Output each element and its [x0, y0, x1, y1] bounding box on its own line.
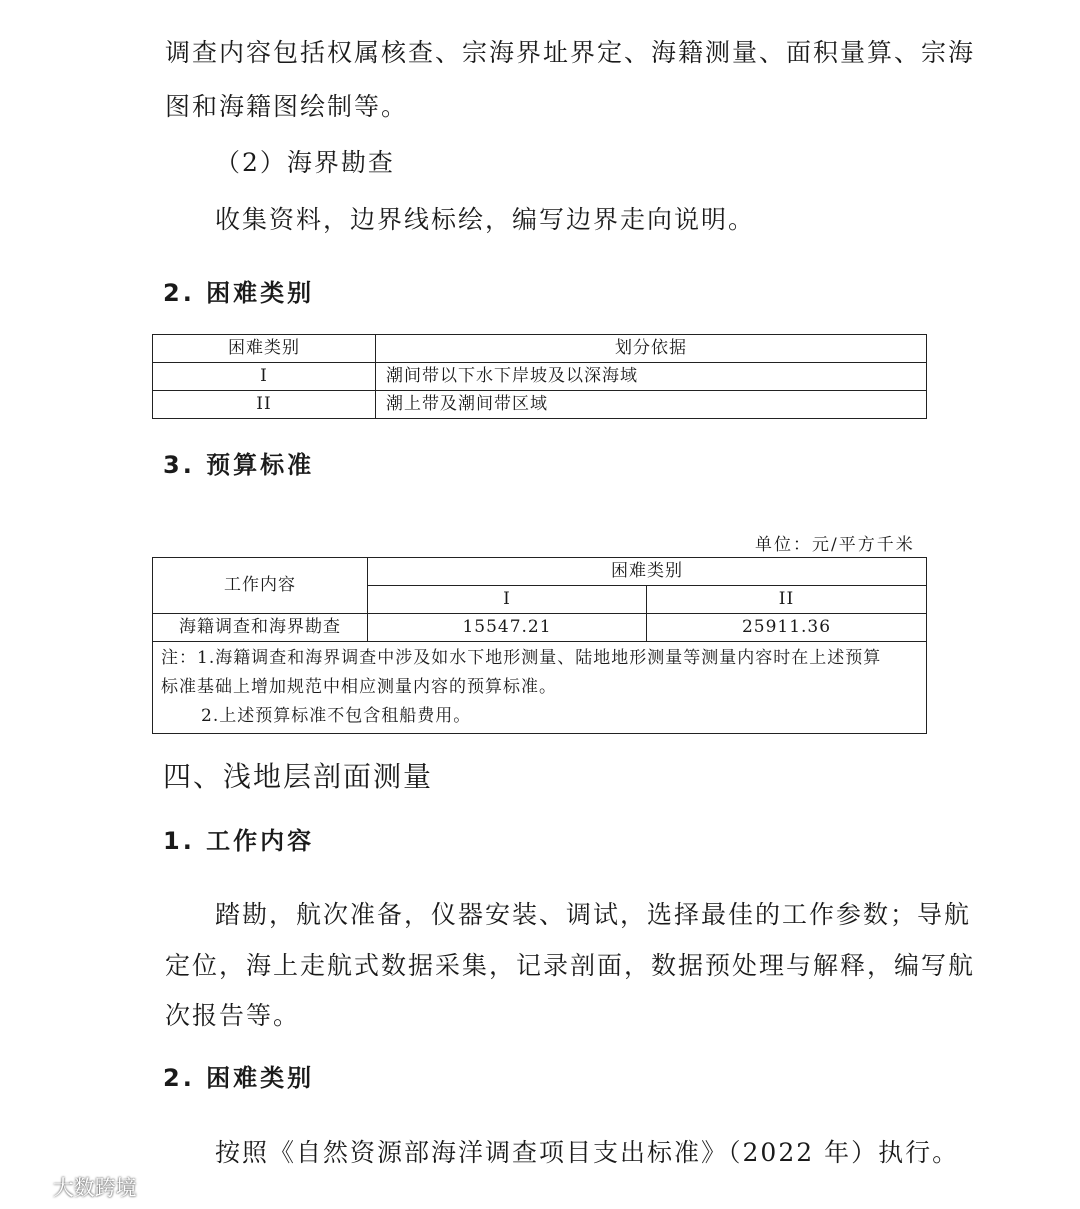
paragraph-line: 收集资料，边界线标绘，编写边界走向说明。 — [215, 205, 756, 234]
table-cell: 海籍调查和海界勘查 — [153, 614, 368, 642]
section-heading: 1. 工作内容 — [163, 827, 315, 855]
table-note — [153, 642, 927, 734]
table-cell: II — [153, 391, 376, 419]
budget-table — [152, 557, 927, 734]
table-header-cell: 困难类别 — [368, 558, 927, 586]
difficulty-table — [152, 334, 927, 419]
unit-label: 单位：元/平方千米 — [755, 535, 915, 555]
paragraph-line: 调查内容包括权属核查、宗海界址界定、海籍测量、面积量算、宗海 — [165, 38, 976, 67]
watermark-logo-icon — [10, 1176, 46, 1198]
table-header-cell: 困难类别 — [153, 335, 376, 363]
paragraph-line: 按照《自然资源部海洋调查项目支出标准》（2022 年）执行。 — [215, 1138, 960, 1167]
table-row — [153, 614, 927, 642]
note-line: 2.上述预算标准不包含租船费用。 — [201, 706, 472, 726]
table-header-cell: II — [647, 586, 927, 614]
watermark-text: 大数跨境 — [52, 1176, 137, 1200]
paragraph-line: 图和海籍图绘制等。 — [165, 92, 409, 121]
table-header-cell: I — [368, 586, 647, 614]
chapter-heading: 四、浅地层剖面测量 — [163, 760, 434, 793]
subsection-title: （2）海界勘查 — [215, 148, 395, 177]
table-header-row — [153, 558, 927, 586]
paragraph-line: 定位，海上走航式数据采集，记录剖面，数据预处理与解释，编写航 — [165, 951, 976, 980]
note-line: 标准基础上增加规范中相应测量内容的预算标准。 — [161, 677, 557, 697]
table-header-cell: 划分依据 — [376, 335, 927, 363]
table-row — [153, 363, 927, 391]
section-heading: 2. 困难类别 — [163, 1064, 315, 1092]
paragraph-line: 踏勘，航次准备，仪器安装、调试，选择最佳的工作参数；导航 — [215, 900, 972, 929]
table-cell: 潮上带及潮间带区域 — [376, 391, 927, 419]
table-cell: 潮间带以下水下岸坡及以深海域 — [376, 363, 927, 391]
table-cell: 15547.21 — [368, 614, 647, 642]
watermark — [10, 1172, 137, 1202]
table-header-cell: 工作内容 — [153, 558, 368, 614]
section-heading: 2. 困难类别 — [163, 279, 315, 307]
table-header-row — [153, 335, 927, 363]
section-heading: 3. 预算标准 — [163, 451, 315, 479]
table-row — [153, 391, 927, 419]
table-note-row — [153, 642, 927, 734]
table-cell: 25911.36 — [647, 614, 927, 642]
table-cell: I — [153, 363, 376, 391]
note-line: 注：1.海籍调查和海界调查中涉及如水下地形测量、陆地地形测量等测量内容时在上述预算 — [161, 648, 882, 668]
paragraph-line: 次报告等。 — [165, 1001, 301, 1030]
